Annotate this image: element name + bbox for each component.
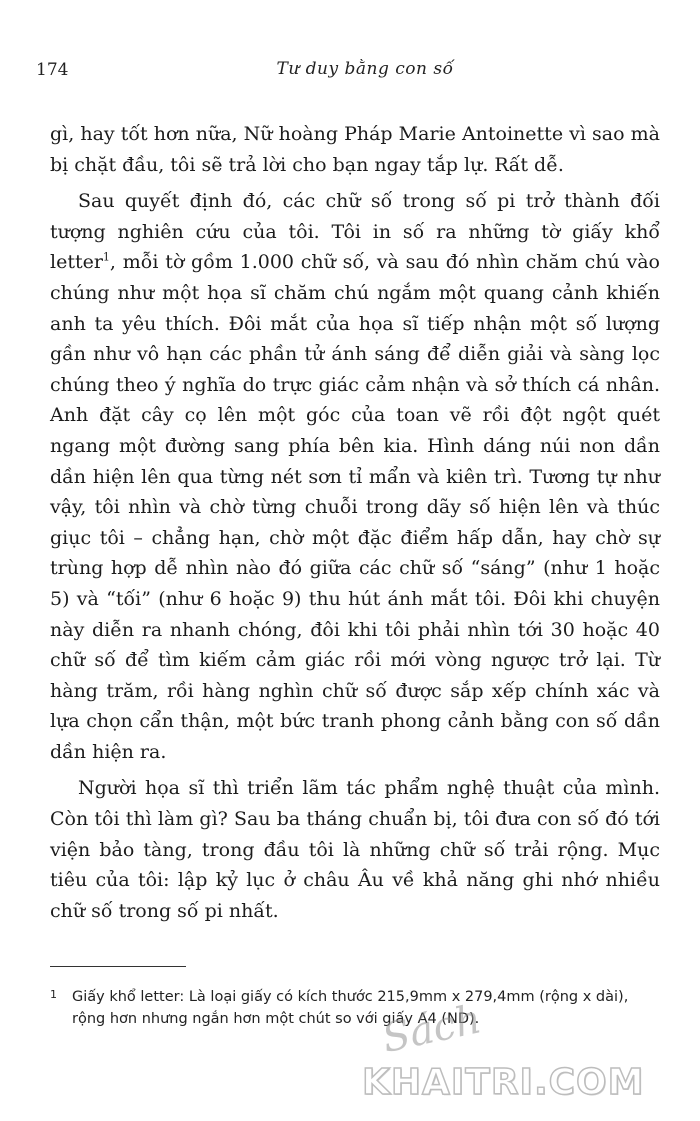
watermark-text: KHAITRI.COM	[362, 1062, 645, 1103]
paragraph-2-part-2: , mỗi tờ gồm 1.000 chữ số, và sau đó nhìn chăm chú vào chúng như một họa sĩ chăm chú ngắm một quang cảnh khiến anh ta yêu thích. Đôi mắt của họa sĩ tiếp nhận một số lượng gần như vô hạn các phần tử ánh sáng để diễn giải và sàng lọc chúng theo ý nghĩa do trực giác cảm nhận và sở thích cá nhân. Anh đặt cây cọ lên một góc của toan vẽ rồi đột ngột quét ngang một đường sang phía bên kia. Hình dáng núi non dần dần hiện lên qua từng nét sơn tỉ mẩn và kiên trì. Tương tự như vậy, tôi nhìn và chờ từng chuỗi trong dãy số hiện lên và thúc giục tôi – chẳng hạn, chờ một đặc điểm hấp dẫn, hay chờ sự trùng hợp dễ nhìn nào đó giữa các chữ số “sáng” (như 1 hoặc 5) và “tối” (như 6 hoặc 9) thu hút ánh mắt tôi. Đôi khi chuyện này diễn ra nhanh chóng, đôi khi tôi phải nhìn tới 30 hoặc 40 chữ số để tìm kiếm cảm giác rồi mới vòng ngược trở lại. Từ hàng trăm, rồi hàng nghìn chữ số được sắp xếp chính xác và lựa chọn cẩn thận, một bức tranh phong cảnh bằng con số dần dần hiện ra.	[50, 251, 660, 763]
footnote-divider	[50, 966, 186, 967]
paragraph-1: gì, hay tốt hơn nữa, Nữ hoàng Pháp Marie Antoinette vì sao mà bị chặt đầu, tôi sẽ trả lời cho bạn ngay tắp lự. Rất dễ.	[50, 123, 660, 176]
body-text	[50, 119, 660, 926]
watermark-script: Sách	[378, 996, 486, 1062]
watermark-logo	[354, 996, 690, 1108]
footnote-text: Giấy khổ letter: Là loại giấy có kích thước 215,9mm x 279,4mm (rộng x dài), rộng hơn nhưng ngắn hơn một chút so với giấy A4 (ND).	[72, 989, 629, 1027]
paragraph-2	[50, 186, 660, 767]
footnote-reference: 1	[102, 251, 110, 265]
page-number: 174	[36, 60, 69, 80]
paragraph-2-part-1: Sau quyết định đó, các chữ số trong số pi trở thành đối tượng nghiên cứu của tôi. Tôi in số ra những tờ giấy khổ letter	[50, 190, 660, 274]
footnote-mark: 1	[50, 988, 57, 1001]
paragraph-3: Người họa sĩ thì triển lãm tác phẩm nghệ thuật của mình. Còn tôi thì làm gì? Sau ba tháng chuẩn bị, tôi đưa con số đó tới viện bảo tàng, trong đầu tôi là những chữ số trải rộng. Mục tiêu của tôi: lập kỷ lục ở châu Âu về khả năng ghi nhớ nhiều chữ số trong số pi nhất.	[50, 777, 660, 922]
running-title: Tư duy bằng con số	[276, 59, 454, 79]
